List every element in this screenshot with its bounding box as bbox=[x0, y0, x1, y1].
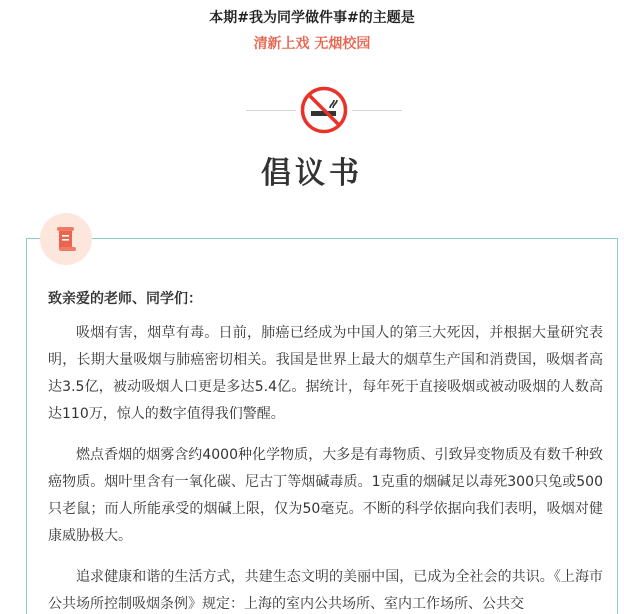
header bbox=[0, 8, 624, 54]
letter-content bbox=[48, 288, 603, 614]
paragraph-3: 追求健康和谐的生活方式，共建生态文明的美丽中国，已成为全社会的共识。《上海市公共场所控制吸烟条例》规定：上海的室内公共场所、室内工作场所、公共交 bbox=[48, 569, 603, 612]
no-smoking-icon bbox=[300, 86, 348, 134]
salutation: 致亲爱的老师、同学们： bbox=[48, 291, 202, 307]
page-title: 倡议书 bbox=[261, 156, 363, 191]
divider-left bbox=[246, 110, 296, 111]
topic-theme: 清新上戏 无烟校园 bbox=[253, 36, 371, 52]
scroll-icon bbox=[54, 226, 78, 252]
divider-right bbox=[352, 110, 402, 111]
paragraph-2: 燃点香烟的烟雾含约4000种化学物质，大多是有毒物质、引致异变物质及有数千种致癌物质。烟叶里含有一氧化碳、尼古丁等烟碱毒质。1克重的烟碱足以毒死300只兔或500只老鼠；而人所能承受的烟碱上限，仅为50毫克。不断的科学依据向我们表明，吸烟对健康威胁极大。 bbox=[48, 447, 603, 544]
badge bbox=[40, 213, 92, 265]
topic-intro: 本期#我为同学做件事#的主题是 bbox=[209, 10, 415, 26]
paragraph-1: 吸烟有害，烟草有毒。日前，肺癌已经成为中国人的第三大死因，并根据大量研究表明，长期大量吸烟与肺癌密切相关。我国是世界上最大的烟草生产国和消费国，吸烟者高达3.5亿，被动吸烟人口更是多达5.4亿。据统计，每年死于直接吸烟或被动吸烟的人数高达110万，惊人的数字值得我们警醒。 bbox=[48, 325, 603, 422]
